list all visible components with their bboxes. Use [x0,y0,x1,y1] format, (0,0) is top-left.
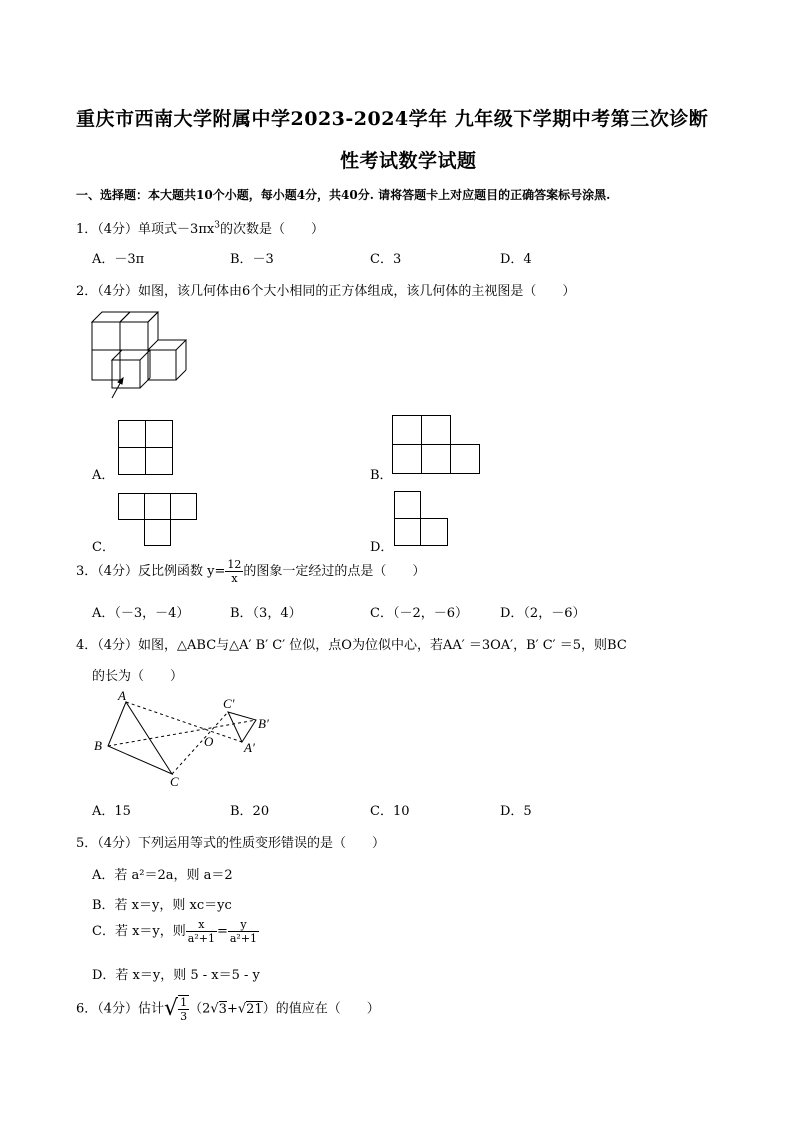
label-o: O [204,734,214,749]
q5-frac-2 [228,918,259,945]
q3-option-d: D．（2，－6） [500,606,586,621]
q4-option-b: B．20 [230,804,270,819]
page-title-line2: 性考试数学试题 [340,150,477,172]
q2-option-d-view [394,491,450,549]
label-c-prime: C′ [223,696,235,711]
q3-option-c: C．（－2，－6） [370,606,468,621]
q5-frac-1-den: a²+1 [187,932,215,945]
label-a-prime: A′ [244,740,255,755]
q3-option-b: B．（3，4） [230,606,302,621]
question-4: 4．（4分）如图，△ABC与△A′ B′ C′ 位似，点O为位似中心，若AA′ ＝3OA′，B′ C′ ＝5，则BC [76,638,627,653]
section-header: 一、选择题：本大题共10个小题，每小题4分，共40分. 请将答题卡上对应题目的正确答案标号涂黑. [76,188,611,202]
q1-option-b: B．－3 [230,252,274,267]
question-1-tail: 的次数是（ ） [219,222,324,237]
q5-option-a: A．若 a²＝2a，则 a＝2 [92,868,233,883]
question-3-text: 3．（4分）反比例函数 y= [76,564,226,579]
q2-option-a: A． [92,468,115,483]
q3-frac-num: 12 [227,558,242,571]
q1-option-d: D．4 [500,252,532,267]
q4-option-c: C．10 [370,804,410,819]
q1-option-a: A．－3π [92,252,145,267]
q6-root-1: 3 [218,1001,227,1017]
q2-option-c-view [118,493,198,549]
question-3-tail: 的图象一定经过的点是（ ） [243,564,426,579]
q6-root-2: 21 [246,1001,263,1017]
similarity-figure [90,690,290,790]
question-1-exponent: 3 [214,220,220,231]
question-5: 5．（4分）下列运用等式的性质变形错误的是（ ） [76,836,386,851]
label-b-prime: B′ [258,716,269,731]
label-c: C [170,774,179,789]
q4-option-d: D．5 [500,804,532,819]
q2-option-b-view [392,415,482,475]
question-3 [76,558,425,586]
q3-frac-den: x [231,572,238,585]
q6-plus: + [226,1001,238,1017]
sqrt-icon: √ [164,996,179,1021]
q5-frac-1-num: x [186,918,217,932]
q5-frac-2-num: y [228,918,259,932]
q5-option-b: B．若 x＝y，则 xc＝yc [92,898,232,913]
q5-frac-1 [186,918,217,945]
q3-option-a: A．（－3，－4） [92,606,190,621]
label-a: A [118,688,126,703]
label-b: B [94,738,102,753]
q5-frac-2-den: a²+1 [229,932,258,945]
q2-option-b: B． [370,468,393,483]
q5-equals: = [216,924,228,939]
question-6-tail: ）的值应在（ ） [262,1001,380,1017]
q5-option-c [92,918,259,946]
q5-option-d: D．若 x＝y，则 5 - x＝5 - y [92,968,260,983]
page-title: 重庆市西南大学附属中学2023-2024学年 九年级下学期中考第三次诊断 [76,108,709,130]
q6-mid: （2 [189,1001,211,1017]
q2-option-a-view [118,420,174,476]
question-4-line2: 的长为（ ） [92,669,184,684]
q2-option-d: D． [370,540,394,555]
q6-frac-den: 3 [180,1010,188,1023]
q3-fraction [225,558,243,585]
q6-fraction [178,995,189,1023]
question-2: 2．（4分）如图，该几何体由6个大小相同的正方体组成，该几何体的主视图是（ ） [76,284,576,299]
question-6 [76,994,380,1025]
question-1-text: 1．（4分）单项式－3πx [76,222,215,237]
sqrt-icon: √ [210,1001,219,1017]
q1-option-c: C．3 [370,252,402,267]
q6-frac-num: 1 [180,996,188,1009]
sqrt-icon: √ [237,1001,247,1017]
q4-option-a: A．15 [92,804,131,819]
q2-option-c: C． [92,540,115,555]
question-1 [76,218,324,237]
question-6-text: 6．（4分）估计 [76,1001,165,1017]
cube-figure [90,310,200,405]
q5-option-c-text: C．若 x＝y，则 [92,924,186,939]
